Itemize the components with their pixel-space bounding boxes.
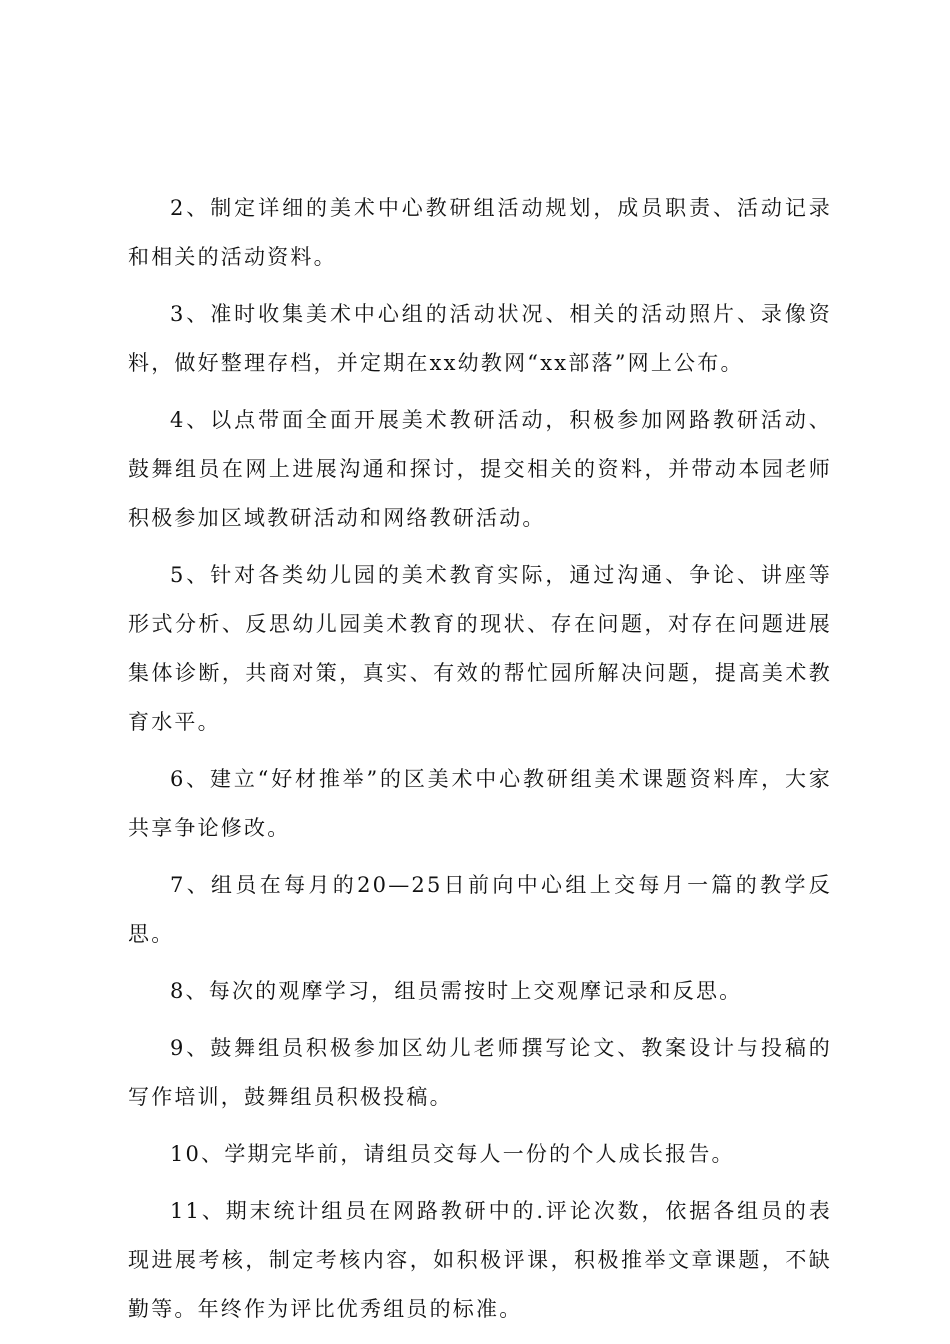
paragraph-item-5: 5、针对各类幼儿园的美术教育实际，通过沟通、争论、讲座等形式分析、反思幼儿园美术教育的现状、存在问题，对存在问题进展集体诊断，共商对策，真实、有效的帮忙园所解决问题，提高美术教育水平。 [128,563,832,734]
paragraph-item-3: 3、准时收集美术中心组的活动状况、相关的活动照片、录像资料，做好整理存档，并定期在xx幼教网“xx部落”网上公布。 [128,302,832,375]
paragraph-item-9: 9、鼓舞组员积极参加区幼儿老师撰写论文、教案设计与投稿的写作培训，鼓舞组员积极投稿。 [128,1036,832,1109]
paragraph-item-10: 10、学期完毕前，请组员交每人一份的个人成长报告。 [170,1142,735,1166]
paragraph-item-11: 11、期末统计组员在网路教研中的.评论次数，依据各组员的表现进展考核，制定考核内容，如积极评课，积极推举文章课题，不缺勤等。年终作为评比优秀组员的标准。 [128,1199,832,1321]
paragraph-item-6: 6、建立“好材推举”的区美术中心教研组美术课题资料库，大家共享争论修改。 [128,767,832,840]
paragraph-item-4: 4、以点带面全面开展美术教研活动，积极参加网路教研活动、鼓舞组员在网上进展沟通和探讨，提交相关的资料，并带动本园老师积极参加区域教研活动和网络教研活动。 [128,408,832,530]
paragraph-item-7: 7、组员在每月的20—25日前向中心组上交每月一篇的教学反思。 [128,873,832,946]
paragraph-item-2: 2、制定详细的美术中心教研组活动规划，成员职责、活动记录和相关的活动资料。 [128,196,832,269]
document-body [128,184,832,1342]
paragraph-item-8: 8、每次的观摩学习，组员需按时上交观摩记录和反思。 [170,979,743,1003]
